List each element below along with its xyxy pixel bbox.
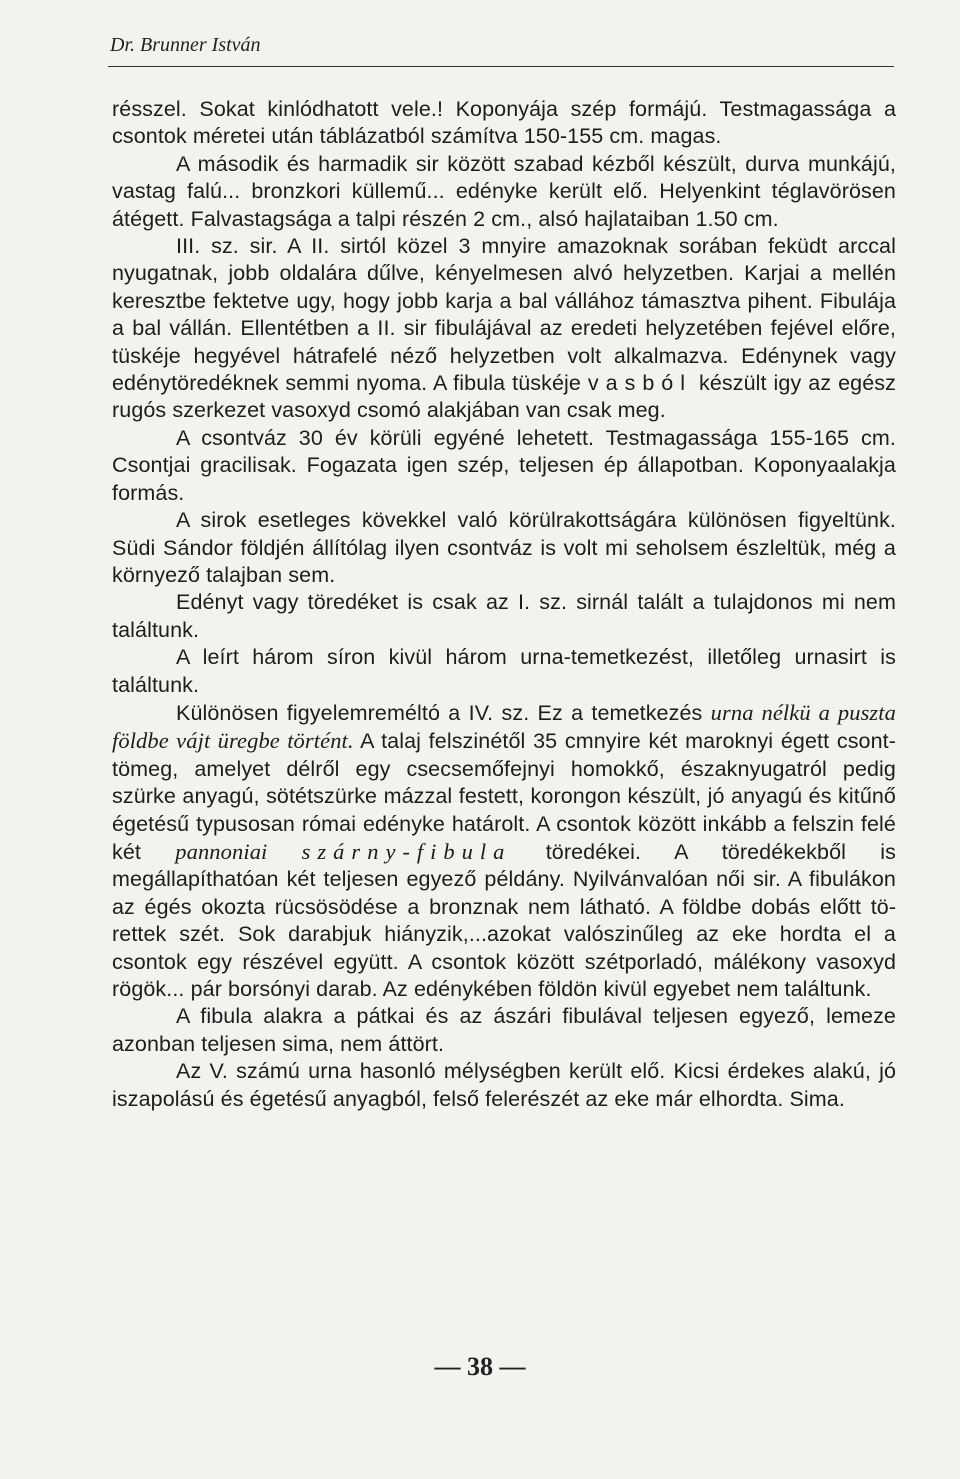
- paragraph-3-text-b: készült igy az egész rugós szerkezet vasoxyd csomó alakjában van csak meg.: [112, 371, 896, 423]
- paragraph-5: A sirok esetleges kövekkel való körülrakottságára különösen figyeltünk. Südi Sándor földjén állítólag ilyen csontváz is volt mi seholsem észleltük, még a környező talajban sem.: [112, 508, 896, 587]
- paragraph-2: A második és harmadik sir között szabad kézből készült, durva munkájú, vastag falú... bronzkori küllemű... edényke került elő. Helyenkint téglavörösen átégett. Falvastagsága a talpi részén 2 cm., alsó hajlataiban 1.50 cm.: [112, 151, 896, 231]
- paragraph-4: A csontváz 30 év körüli egyéné lehetett. Testmagassága 155-165 cm. Csontjai gracilisak. Fogazata igen szép, teljesen ép állapotban. Koponyaalakja formás.: [112, 425, 896, 505]
- spaced-italic-szarny-fibula: szárny-fibula: [301, 838, 512, 864]
- header-rule: [108, 66, 894, 67]
- paragraph-8-text-a: Különösen figyelemreméltó a IV. sz. Ez a temetkezés: [176, 700, 711, 725]
- paragraph-3: [112, 233, 896, 425]
- paragraph-10: Az V. számú urna hasonló mélységben került elő. Kicsi érdekes alakú, jó iszapolású és égetésű anyagból, felső felerészét az eke már elhordta. Sima.: [112, 1059, 896, 1111]
- paragraph-8: [112, 699, 896, 1003]
- running-header-author: Dr. Brunner István: [110, 34, 261, 56]
- paragraph-8-text-c: töredékei. A töredékekből is megállapíthatóan két teljesen egyező példány. Nyilvánvalóan női sir. A fibulákon az égés okozta rücsösödése a bronznak nem látható. A földbe dobás előtt törettek szét. Sok darabjuk hiányzik,...azokat valószinűleg az eke hordta el a csontok egy részével együtt. A csontok között szétporladó, málékony vasoxyd rögök... pár borsónyi darab. Az edénykében földön kivül egyebet nem találtunk.: [112, 839, 896, 1001]
- italic-word-pannoniai: pannoniai: [175, 838, 268, 864]
- page-number: — 38 —: [434, 1352, 526, 1381]
- spaced-word-vasbol: vasból: [587, 371, 693, 396]
- paragraph-1: résszel. Sokat kinlódhatott vele.! Koponyája szép formájú. Testmagassága a csontok méretei után táblázatból számítva 150-155 cm. magas.: [112, 97, 896, 149]
- paragraph-7: A leírt három síron kivül három urna-temetkezést, illetőleg urnasirt is találtunk.: [112, 645, 896, 697]
- paragraph-6: Edényt vagy töredéket is csak az I. sz. sirnál talált a tulajdonos mi nem találtunk.: [112, 590, 896, 642]
- paragraph-9: A fibula alakra a pátkai és az ászári fibulával teljesen egyező, lemeze azonban teljesen sima, nem áttört.: [112, 1004, 896, 1056]
- italic-phrase-urna: urna nélkü a puszta földbe vájt üregbe történt.: [112, 699, 896, 754]
- paragraph-8-text-b: A talaj felszinétől 35 cmnyire két maroknyi égett csont-tömeg, amelyet délről egy csecsemőfejnyi homokkő, északnyugatról pedig szürke anyagú, sötétszürke mázzal festett, korongon készült, jó anyagú és kitűnő égetésű typusosan római edényke határolt. A csontok között inkább a felszin felé két: [112, 729, 896, 864]
- paragraph-3-text-a: III. sz. sir. A II. sirtól közel 3 mnyire amazoknak sorában feküdt arccal nyugatnak, jobb oldalára dűlve, kényelmesen alvó helyzetben. Karjai a mellén keresztbe fektetve ugy, hogy jobb karja a bal vállához támasztva pihent. Fibulája a bal vállán. Ellentétben a II. sir fibulájával az eredeti helyzetében fejével előre, tüskéje hegyével hátrafelé néző helyzetben volt alkalmazva. Edénynek vagy edénytöredéknek semmi nyoma. A fibula tüskéje: [112, 234, 896, 396]
- body-text: [112, 96, 896, 1113]
